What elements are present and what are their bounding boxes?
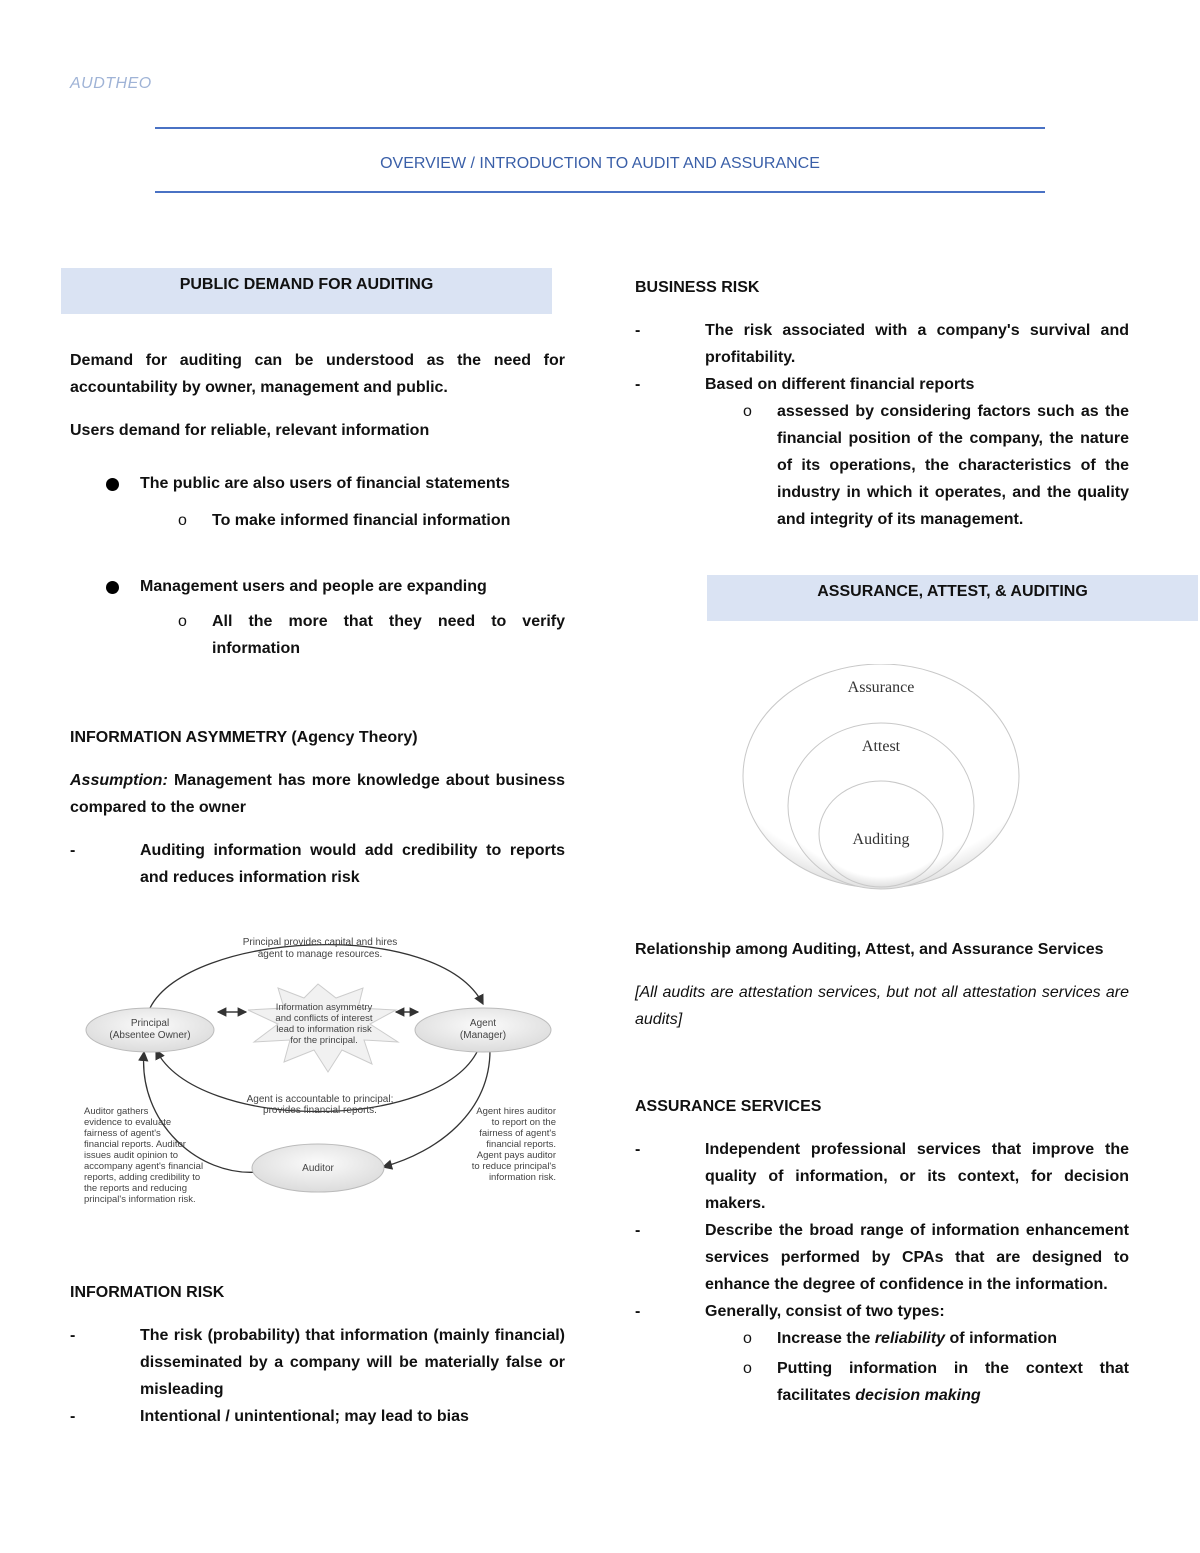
right-note-line: fairness of agent's	[479, 1128, 556, 1139]
sub-bullet-text: All the more that they need to verify information	[212, 613, 565, 657]
assumption-label: Assumption:	[70, 772, 168, 789]
list-item	[70, 573, 565, 600]
public-demand-sub-1	[70, 507, 565, 534]
principal-label-2: (Absentee Owner)	[109, 1030, 191, 1041]
list-item	[635, 1325, 1129, 1352]
business-risk-sublist	[635, 398, 1129, 533]
public-demand-heading: PUBLIC DEMAND FOR AUDITING	[179, 276, 434, 293]
business-risk-section	[635, 274, 1129, 533]
sub-bullet-text: To make informed financial information	[212, 512, 511, 529]
starburst-label-1: Information asymmetry	[275, 1002, 373, 1013]
assumption-text: Management has more knowledge about business compared to the owner	[70, 772, 565, 816]
agent-label-1: Agent	[469, 1018, 497, 1029]
business-risk-list	[635, 317, 1129, 398]
dash-text: Intentional / unintentional; may lead to bias	[140, 1408, 469, 1425]
dash-text: Independent professional services that improve the quality of information, or its context, for decision makers.	[705, 1141, 1129, 1212]
right-note	[472, 1106, 556, 1183]
left-note-line: issues audit opinion to	[84, 1150, 179, 1161]
business-risk-heading: BUSINESS RISK	[635, 279, 760, 296]
left-note-line: reports, adding credibility to	[84, 1172, 201, 1183]
public-demand-bullets-2	[70, 573, 565, 600]
sub-text-em: reliability	[874, 1330, 946, 1347]
assurance-circle-label: Assurance	[847, 679, 915, 696]
relationship-note: [All audits are attestation services, but not all attestation services are audits]	[635, 984, 1129, 1028]
assumption-para	[70, 767, 565, 821]
public-demand-band	[61, 268, 552, 314]
agent-label-2: (Manager)	[459, 1030, 507, 1041]
dash-text: Describe the broad range of information enhancement services performed by CPAs that are designed to enhance the degree of confidence in the information.	[705, 1222, 1129, 1293]
starburst-label-3: lead to information risk	[276, 1024, 372, 1035]
top-arrow-label-1: Principal provides capital and hires	[242, 937, 398, 948]
dash-text: The risk (probability) that information (mainly financial) disseminated by a company will be materially false or misleading	[140, 1327, 565, 1398]
left-note	[84, 1106, 203, 1205]
public-demand-bullets-1	[70, 470, 565, 497]
public-demand-para2: Users demand for reliable, relevant information	[70, 422, 430, 439]
left-note-line: the reports and reducing	[84, 1183, 187, 1194]
sub-bullet-text: assessed by considering factors such as the financial position of the company, the nature of its operations, the characteristics of the industry in which it operates, and the quality and integrity of its management.	[777, 403, 1129, 528]
relationship-heading: Relationship among Auditing, Attest, and Assurance Services	[635, 941, 1104, 958]
assurance-band-heading: ASSURANCE, ATTEST, & AUDITING	[817, 583, 1088, 600]
info-asymmetry-section	[70, 724, 565, 891]
list-item	[70, 1322, 565, 1403]
dash-text: Generally, consist of two types:	[705, 1303, 945, 1320]
accountable-label-1: Agent is accountable to principal;	[246, 1094, 394, 1105]
right-note-line: Agent hires auditor	[476, 1106, 556, 1117]
list-item	[70, 470, 565, 497]
public-demand-para1: Demand for auditing can be understood as the need for accountability by owner, management and public.	[70, 352, 565, 396]
left-note-line: Auditor gathers	[84, 1106, 149, 1117]
list-item	[70, 608, 565, 662]
info-risk-heading: INFORMATION RISK	[70, 1284, 225, 1301]
list-item	[635, 1217, 1129, 1298]
starburst-label-2: and conflicts of interest	[275, 1013, 373, 1024]
left-note-line: principal's information risk.	[84, 1194, 196, 1205]
assurance-circles-diagram	[740, 664, 1025, 909]
course-tag: AUDTHEO	[70, 75, 152, 92]
list-item	[635, 398, 1129, 533]
public-demand-section	[70, 347, 565, 534]
left-note-line: fairness of agent's	[84, 1128, 161, 1139]
public-demand-section-2	[70, 573, 565, 662]
sub-text-pre: Increase the	[777, 1330, 875, 1347]
assurance-services-list	[635, 1136, 1129, 1325]
sub-text-post: of information	[945, 1330, 1058, 1347]
accountable-label-2: provides financial reports.	[263, 1105, 377, 1116]
left-note-line: financial reports. Auditor	[84, 1139, 186, 1150]
auditor-label: Auditor	[302, 1163, 334, 1174]
list-item	[635, 1298, 1129, 1325]
left-note-line: evidence to evaluate	[84, 1117, 172, 1128]
list-item	[635, 1355, 1129, 1409]
top-arrow-label-2: agent to manage resources.	[257, 949, 383, 960]
dash-text: Auditing information would add credibility to reports and reduces information risk	[140, 842, 565, 886]
document-title: OVERVIEW / INTRODUCTION TO AUDIT AND ASSURANCE	[380, 155, 820, 172]
list-item	[635, 371, 1129, 398]
list-item	[70, 507, 565, 534]
dash-text: The risk associated with a company's survival and profitability.	[705, 322, 1129, 366]
assurance-services-sublist	[635, 1325, 1129, 1409]
bullet-text: The public are also users of financial statements	[140, 475, 510, 492]
info-risk-section	[70, 1279, 565, 1430]
assurance-band	[707, 575, 1198, 621]
right-note-line: financial reports.	[486, 1139, 556, 1150]
attest-circle-label: Attest	[861, 738, 901, 755]
agency-diagram	[78, 922, 568, 1222]
title-rule-top	[155, 127, 1045, 129]
relationship-section	[635, 936, 1129, 1033]
auditing-circle-label: Auditing	[852, 831, 910, 848]
right-note-line: information risk.	[488, 1172, 556, 1183]
starburst-label-4: for the principal.	[290, 1035, 358, 1046]
left-note-line: accompany agent's financial	[84, 1161, 204, 1172]
right-note-line: Agent pays auditor	[476, 1150, 556, 1161]
list-item	[635, 1136, 1129, 1217]
list-item	[70, 837, 565, 891]
info-risk-list	[70, 1322, 565, 1430]
list-item	[635, 317, 1129, 371]
right-note-line: to reduce principal's	[471, 1161, 556, 1172]
info-asymmetry-list	[70, 837, 565, 891]
sub-text-em: decision making	[855, 1387, 981, 1404]
principal-label-1: Principal	[130, 1018, 170, 1029]
assurance-services-section	[635, 1093, 1129, 1409]
right-note-line: to report on the	[491, 1117, 556, 1128]
dash-text: Based on different financial reports	[705, 376, 975, 393]
sub-text-pre: Putting information in the context that facilitates	[777, 1360, 1129, 1404]
public-demand-sub-2	[70, 608, 565, 662]
list-item	[70, 1403, 565, 1430]
info-asymmetry-heading: INFORMATION ASYMMETRY (Agency Theory)	[70, 729, 418, 746]
hire-auditor-arrow	[383, 1050, 490, 1167]
bullet-text: Management users and people are expanding	[140, 578, 487, 595]
title-rule-bottom	[155, 191, 1045, 193]
assurance-services-heading: ASSURANCE SERVICES	[635, 1098, 822, 1115]
